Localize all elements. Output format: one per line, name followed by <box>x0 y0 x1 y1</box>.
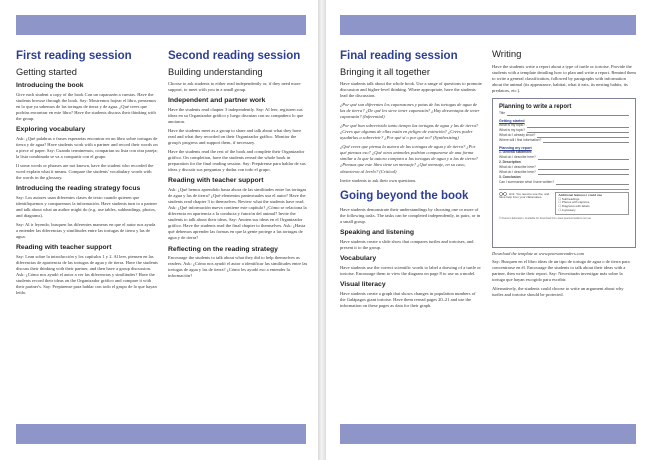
session-title: Final reading session <box>340 50 458 62</box>
left-page <box>0 0 318 460</box>
session-subtitle: Getting started <box>16 67 77 78</box>
paragraph: Have students talk about the whole book. Use a range of questions to promote discussion and higher-level thinking. Where appropriate, have the students lead the discussion. <box>340 80 482 98</box>
paragraph: Say: Busquen en el libro ideas de un tipo de tortuga de agua o de tierra para concentrarse en él. Encourage the students to talk about their ideas with a partner, then write their report. Say: Necesitarán investigar más sobre la tortuga que hayan escogido para escribir. <box>492 259 630 283</box>
paragraph: Have the students read the rest of the book and complete their Organizador gráfico. On completion, have the students reread the whole book in preparation for the final reading session. Say: Prepárense para hablar de sus ideas y discutir sus preguntas y dudas con todo el grupo. <box>168 149 306 173</box>
template-line: Where will I find information? <box>499 139 629 143</box>
question-paragraph: ¿Por qué son diferentes los caparazones y patas de las tortugas de agua de las de tierra? ¿De qué les sirve tener caparazón? ¿Hay desventajas de tener caparazón? (Inferential) <box>340 102 480 120</box>
paragraph: Say: Lean sobre la introducción y los capítulos 1 y 2. Al leer, piensen en las diferencias de apariencia de las tortugas de agua y de tierra. Have the students discuss their thinking with their partner, and then have a group discussion. Ask: ¿Cómo nos ayudó el autor a ver las diferencias y similitudes? Have the students record their ideas on the Organizador gráfico and compare it with their partner's. Say: Prepárense para hablar con todo el grupo de lo que hayan leído. <box>16 254 158 296</box>
paragraph: Have the students read chapter 3 independently. Say: Al leer, registren sus ideas en su Organizador gráfico y luego discutan con su compañero lo que anotaron. <box>168 106 304 124</box>
section-heading: Reading with teacher support <box>168 177 264 185</box>
template-subsection: 1. General statement <box>499 150 532 155</box>
book-gutter <box>318 0 326 460</box>
paragraph: Say: Los autores usan diferentes clases de texto cuando quieren que identifiquemos y comparemos la información. Have students turn to a partner and talk about what an author might do (e.g. use tables, subheadings, photos, and diagrams). <box>16 194 158 219</box>
template-title: Planning to write a report <box>499 104 572 111</box>
paragraph: Have students create a graph that shows changes in population numbers of the Galápagos giant tortoise. Have them reread pages 20–21 and use the information on these pages as data for their graph. <box>340 290 476 308</box>
question-paragraph: ¿Por qué han sobrevivido tanto tiempo las tortugas de agua y las de tierra? ¿Crees que algunas de ellas están en peligro de extinción? ¿Crees poder ayudarlas a sobrevivir? ¿Por qué sí o por qué no? (Synthesizing) <box>340 123 479 141</box>
download-caption: Download the template at www.pearsonreaders.com <box>492 251 584 257</box>
session-subtitle: Building understanding <box>168 67 263 78</box>
left-column-2 <box>168 50 310 416</box>
section-heading: Introducing the reading strategy focus <box>16 185 141 193</box>
top-color-band <box>340 15 636 35</box>
section-heading: Reading with teacher support <box>16 244 112 252</box>
paragraph: Have students demonstrate their understandings by choosing one or more of the following tasks. The tasks can be completed independently, in pairs, or in a small group. <box>340 206 481 224</box>
template-line: Can I summarize what I have written? <box>499 181 629 185</box>
session-title: First reading session <box>16 50 132 62</box>
paragraph: Choose to ask students to either read independently or, if they need more support, to meet with you in a small group. <box>168 80 301 92</box>
template-hint: Hint: You need to use the, and have help from your classmates. <box>499 191 550 200</box>
template-footer <box>499 189 629 215</box>
right-column-2 <box>492 50 636 416</box>
template-line: What is my topic? <box>499 129 629 133</box>
section-heading: Visual literacy <box>340 280 386 288</box>
paragraph: Say: Al ir leyendo, busquen las diferentes maneras en que el autor nos ayuda a entender las diferencias y similitudes entre las tortugas de tierra y las de agua. <box>16 222 156 240</box>
template-copyright: © Pearson Education. Available for download from www.pearsonreaders.com.au <box>499 216 592 220</box>
paragraph: Encourage the students to talk about what they did to help themselves as readers. Ask: ¿Cómo nos ayudó el autor a identificar las similitudes entre las tortugas de agua y las de tierra? ¿Cómo les ayudó eso a entender la información? <box>168 255 308 279</box>
template-line: What do I describe here? <box>499 166 629 170</box>
report-planning-template <box>492 98 636 248</box>
paragraph: Have students create a slide show that compares turtles and tortoises, and present it to the group. <box>340 238 474 250</box>
left-column-1 <box>16 50 158 416</box>
paragraph: If some words or phrases are not known, have the student who recorded the word explain what it means. Compare the students' vocabulary words with the words in the glossary. <box>16 162 154 181</box>
paragraph: Have the students write a report about a type of turtle or tortoise. Provide the students with a template detailing how to plan and write a report. Remind them to write a general classification, followed by paragraphs with information about the animal (its appearance, habitat, what it eats, its nesting habits, its predators, etc.). <box>492 63 636 94</box>
template-line: What do I describe here? <box>499 156 629 160</box>
top-color-band <box>16 15 306 35</box>
writing-title: Writing <box>492 50 522 60</box>
template-section: Getting started <box>499 118 525 123</box>
paragraph: Alternatively, the students could choose to write an argument about why turtles and tortoise should be protected. <box>492 286 624 298</box>
section-heading: Introducing the book <box>16 81 84 89</box>
right-column-1 <box>340 50 482 416</box>
template-line: Title <box>499 112 629 116</box>
paragraph: Have the students meet as a group to share and talk about what they have read and what they recorded on their Organizador gráfico. Monitor the group's progress and support them, if necessary. <box>168 127 302 146</box>
section-heading: Speaking and listening <box>340 228 415 236</box>
paragraph: Give each student a copy of the book Con un caparazón a cuestas. Have the students browse through the book. Say: Mostremos hojear el libro, pensemos en lo que ya sabemos de las tortugas de tierra y de agua. ¿Qué crees que podrías encontrar en este libro? Have the students discuss their thinking with the group. <box>16 91 157 121</box>
template-section: Planning my report <box>499 145 532 150</box>
template-line: What is my topic? <box>499 124 629 128</box>
bottom-color-band <box>16 424 306 444</box>
template-line: What do I describe here? <box>499 171 629 175</box>
right-page <box>326 0 650 460</box>
session-subtitle: Bringing it all together <box>340 67 430 78</box>
section-heading: Exploring vocabulary <box>16 125 86 133</box>
question-paragraph: ¿Qué crees que piensa la autora de las tortugas de agua y de tierra? ¿Por qué piensas eso? ¿Qué otros animales podrían compararse de una forma similar a la que la autora compara a las tortugas de agua y a las de tierra? ¿Piensas que este libro tiene un mensaje? ¿Qué mensaje, en su caso, obtuvieron al leerlo? (Critical) <box>340 144 478 174</box>
template-line: What do I already know? <box>499 134 629 138</box>
paragraph: Ask: ¿Qué hemos aprendido hasta ahora de las similitudes entre las tortugas de agua y las de tierra? ¿Qué elementos pantextuales usa el autor? Have the students read chapter 3 to themselves. Review what the students have read. Ask: ¿Qué información nueva contiene este capítulo? ¿Cómo se relaciona la diferencia en apariencia a la conducta y función del animal? Invite the students to talk about their ideas. Say: Anoten sus ideas en el Organizador gráfico. Have the students read the final chapter to themselves. Ask: ¿Hasta qué debemos aprender las formas en que la gente protege a las tortugas de agua y de tierra? <box>168 187 307 241</box>
section-heading: Vocabulary <box>340 254 377 262</box>
bottom-color-band <box>340 424 636 444</box>
template-subsection: 3. Conclusion <box>499 175 521 180</box>
paragraph: Have students use the correct scientific words to label a drawing of a turtle or tortoise. Encourage them to view the diagram on page 8 to use as a model. <box>340 264 481 276</box>
paragraph: Ask: ¿Qué palabras o frases esperarías encontrar en un libro sobre tortugas de tierra y de agua? Have students work with a partner and record their words on a piece of paper. Say: Cuando terminemos, compartan su lista con otra pareja; la lista combinada se va a compartir con el grupo. <box>16 135 158 159</box>
template-checklist: Additional features I could use ☐ Subheadings ☐ Photos with captions ☐ Diagrams with labels ☐ A glossary <box>555 192 629 215</box>
session-title: Second reading session <box>168 50 301 62</box>
template-subsection: 2. Description <box>499 160 521 165</box>
section-heading: Reflecting on the reading strategy <box>168 245 278 253</box>
section-title: Going beyond the book <box>340 189 469 202</box>
paragraph: Invite students to ask their own questions. <box>340 177 417 183</box>
section-heading: Independent and partner work <box>168 97 266 104</box>
